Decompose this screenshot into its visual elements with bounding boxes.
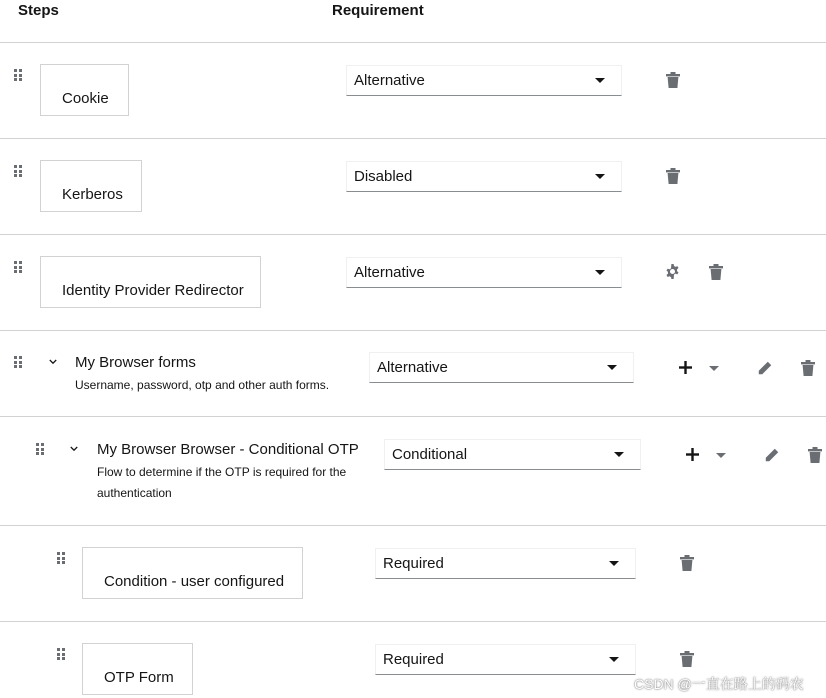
- step-card: [40, 160, 142, 212]
- drag-handle-icon[interactable]: [14, 165, 22, 177]
- requirement-value: Alternative: [377, 359, 448, 376]
- drag-handle-icon[interactable]: [57, 648, 65, 660]
- requirement-select[interactable]: [375, 644, 636, 675]
- trash-icon[interactable]: [680, 555, 694, 571]
- step-card: [40, 256, 261, 308]
- caret-down-icon: [614, 452, 624, 457]
- requirement-value: Required: [383, 555, 444, 572]
- requirement-value: Disabled: [354, 168, 413, 185]
- requirement-value: Conditional: [392, 446, 468, 463]
- trash-icon[interactable]: [666, 72, 680, 88]
- caret-down-icon[interactable]: [716, 453, 726, 458]
- flow-title: My Browser Browser - Conditional OTP: [97, 441, 359, 458]
- requirement-value: Required: [383, 651, 444, 668]
- drag-handle-icon[interactable]: [57, 552, 65, 564]
- step-name: Kerberos: [62, 186, 123, 203]
- requirement-select[interactable]: [346, 257, 622, 288]
- trash-icon[interactable]: [709, 264, 723, 280]
- requirement-select[interactable]: [375, 548, 636, 579]
- step-name: OTP Form: [104, 669, 174, 686]
- row-divider: [0, 138, 826, 139]
- caret-down-icon: [595, 270, 605, 275]
- gear-icon[interactable]: [665, 264, 680, 279]
- flow-description: Flow to determine if the OTP is required for the: [97, 465, 347, 479]
- caret-down-icon: [595, 174, 605, 179]
- drag-handle-icon[interactable]: [14, 356, 22, 368]
- requirement-column-header: Requirement: [332, 2, 424, 19]
- drag-handle-icon[interactable]: [14, 69, 22, 81]
- step-name: Condition - user configured: [104, 573, 285, 590]
- caret-down-icon: [609, 561, 619, 566]
- requirement-select[interactable]: [346, 161, 622, 192]
- caret-down-icon: [607, 365, 617, 370]
- chevron-down-icon[interactable]: [49, 358, 57, 366]
- drag-handle-icon[interactable]: [14, 261, 22, 273]
- flow-description: authentication: [97, 486, 172, 500]
- trash-icon[interactable]: [666, 168, 680, 184]
- flow-description: Username, password, otp and other auth forms.: [75, 378, 330, 392]
- row-divider: [0, 525, 826, 526]
- trash-icon[interactable]: [801, 360, 815, 376]
- pencil-icon[interactable]: [757, 361, 772, 376]
- requirement-select[interactable]: [369, 352, 634, 383]
- plus-icon[interactable]: [679, 361, 692, 374]
- requirement-value: Alternative: [354, 264, 425, 281]
- caret-down-icon: [609, 657, 619, 662]
- row-divider: [0, 234, 826, 235]
- pencil-icon[interactable]: [764, 448, 779, 463]
- row-divider: [0, 42, 826, 43]
- caret-down-icon[interactable]: [709, 366, 719, 371]
- trash-icon[interactable]: [680, 651, 694, 667]
- step-name: Identity Provider Redirector: [62, 282, 244, 299]
- requirement-value: Alternative: [354, 72, 425, 89]
- step-name: Cookie: [62, 90, 109, 107]
- row-divider: [0, 621, 826, 622]
- chevron-down-icon[interactable]: [70, 445, 78, 453]
- flow-title: My Browser forms: [75, 354, 196, 371]
- drag-handle-icon[interactable]: [36, 443, 44, 455]
- step-card: [82, 643, 193, 695]
- step-card: [82, 547, 303, 599]
- caret-down-icon: [595, 78, 605, 83]
- step-card: [40, 64, 129, 116]
- requirement-select[interactable]: [346, 65, 622, 96]
- row-divider: [0, 416, 826, 417]
- watermark: CSDN @一直在路上的码农: [634, 676, 804, 692]
- trash-icon[interactable]: [808, 447, 822, 463]
- steps-column-header: Steps: [18, 2, 59, 19]
- plus-icon[interactable]: [686, 448, 699, 461]
- requirement-select[interactable]: [384, 439, 641, 470]
- row-divider: [0, 330, 826, 331]
